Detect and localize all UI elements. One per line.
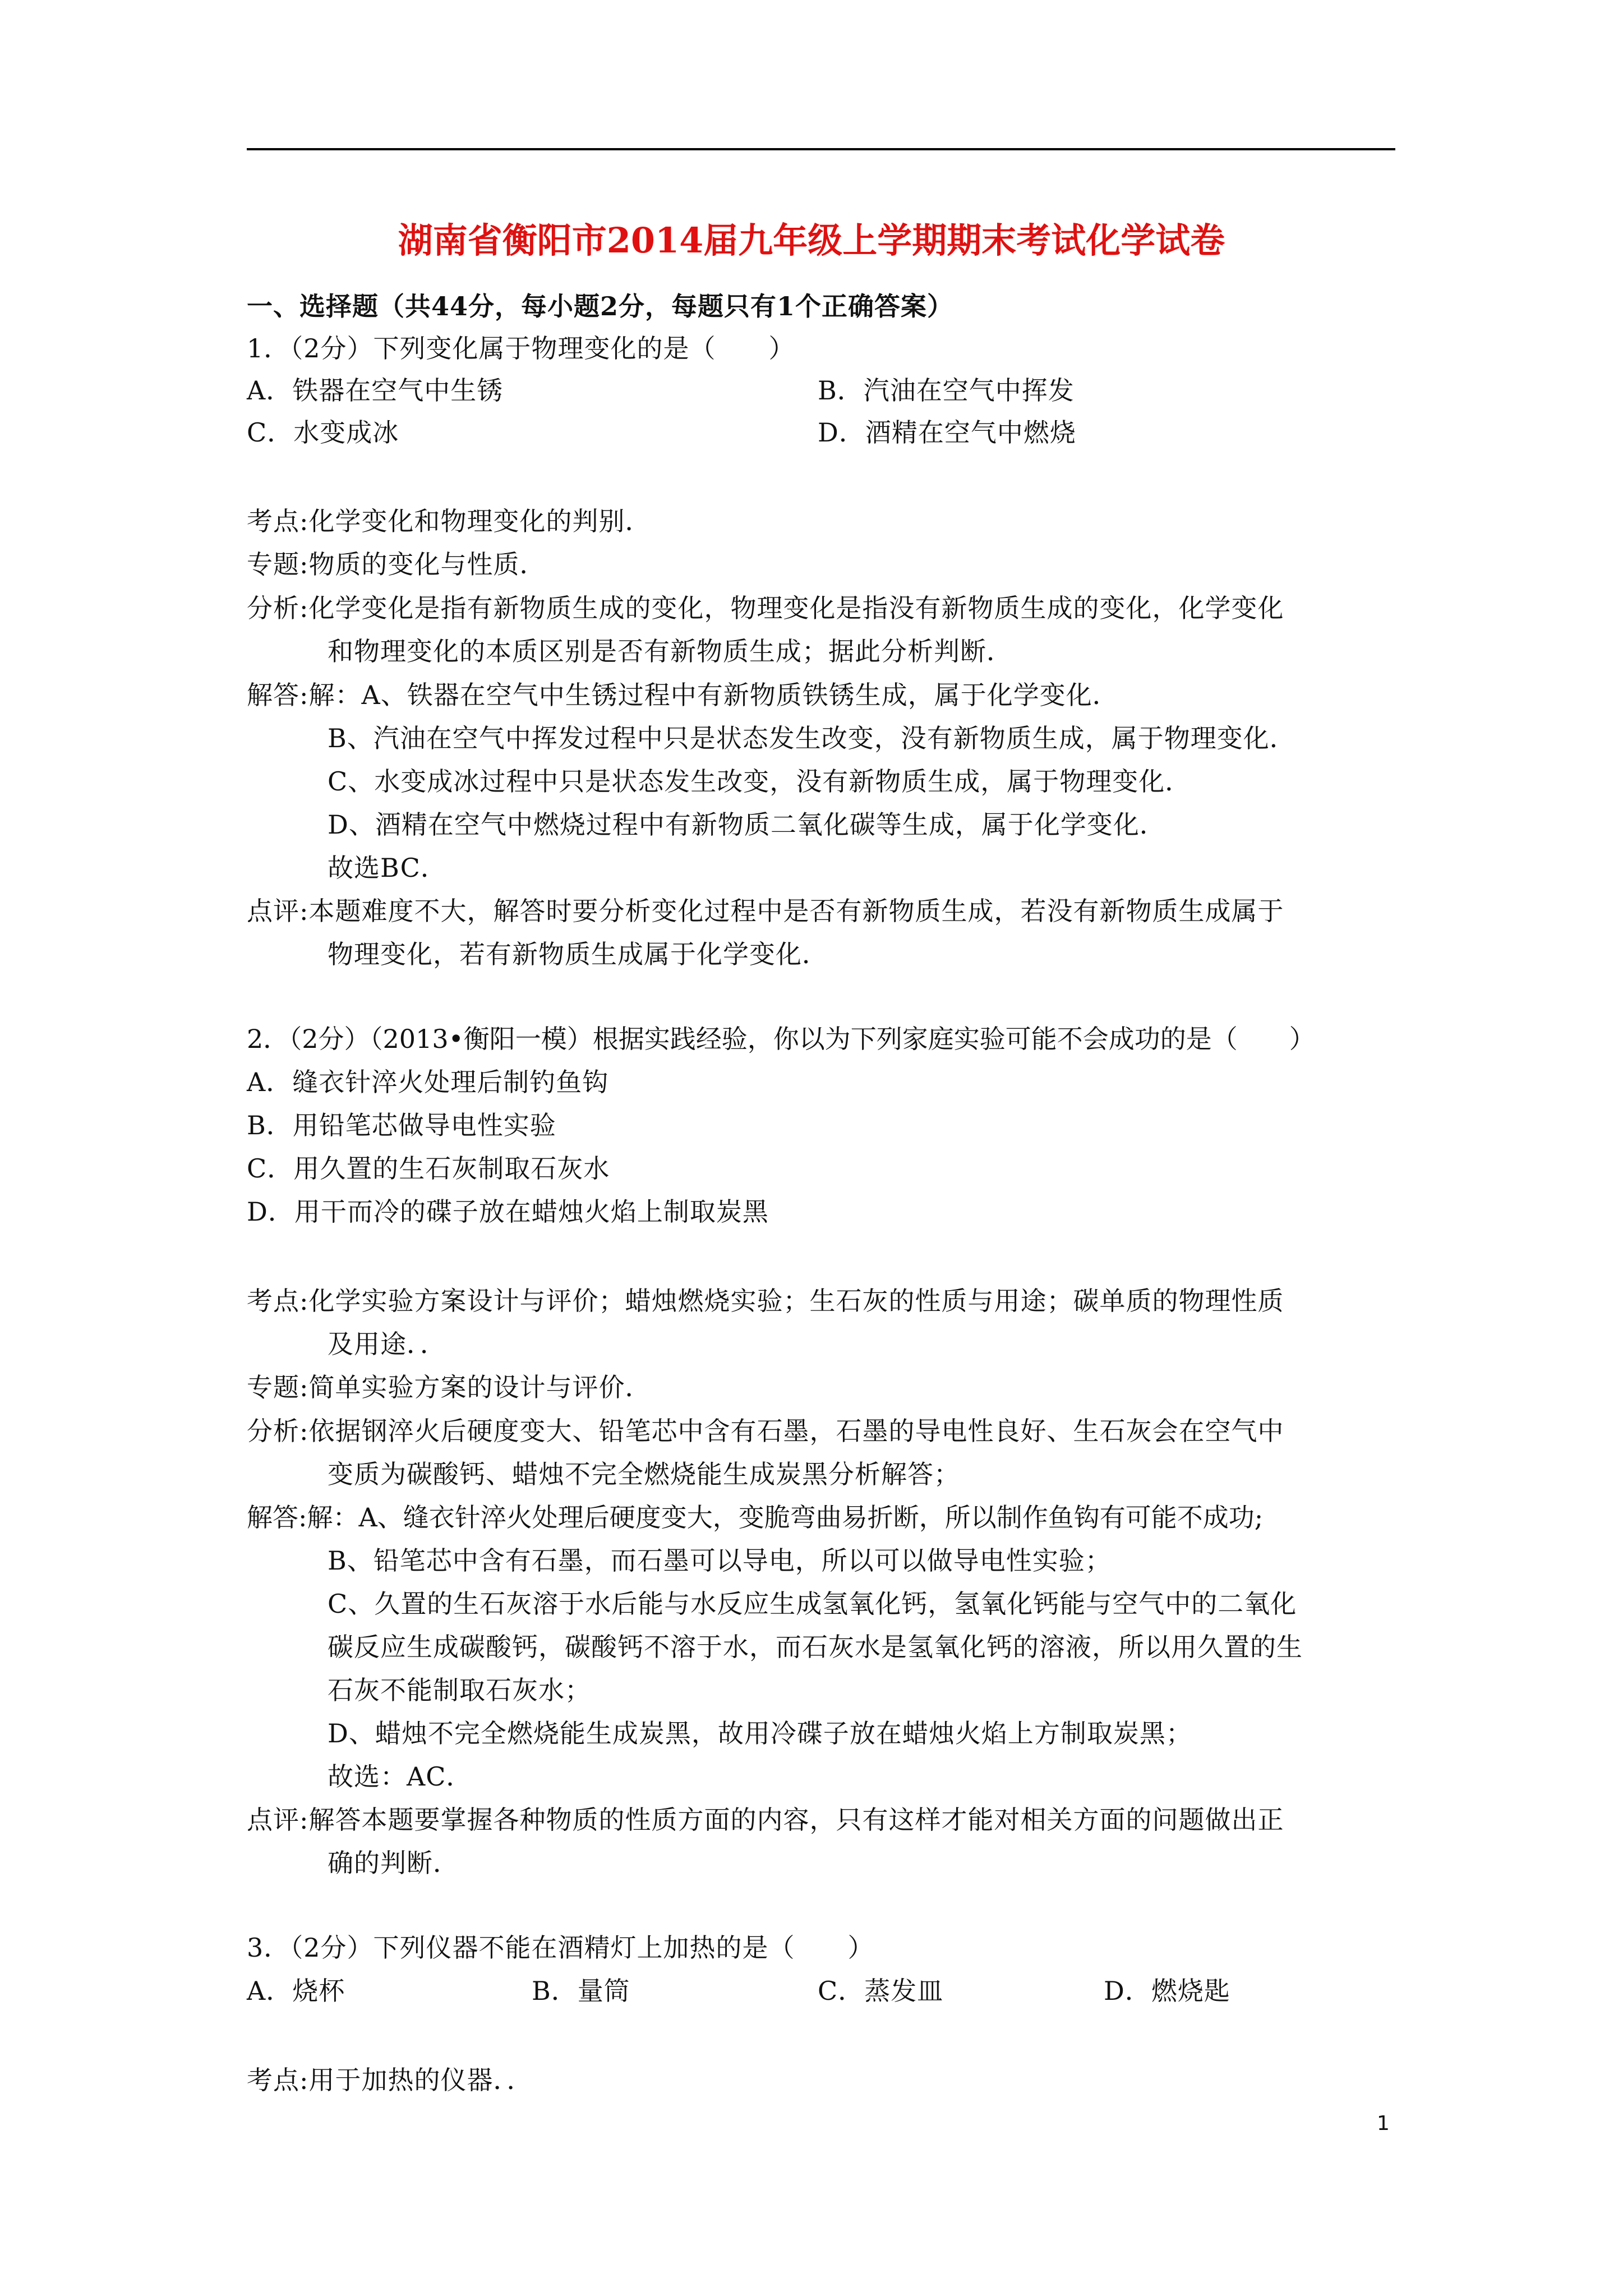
jieda-text: 碳反应生成碳酸钙，碳酸钙不溶于水，而石灰水是氢氧化钙的溶液，所以用久置的生 [328,1632,1303,1662]
jieda-text: D、蜡烛不完全燃烧能生成炭黑，故用冷碟子放在蜡烛火焰上方制取炭黑； [328,1718,1192,1749]
fenxi-row [247,591,1284,625]
dianping-text: 本题难度不大，解答时要分析变化过程中是否有新物质生成，若没有新物质生成属于 [308,896,1284,926]
option-a: A．烧杯 [247,1976,345,2006]
header-rule [247,148,1395,150]
option-d: D．燃烧匙 [1104,1976,1230,2006]
jieda-text: C、水变成冰过程中只是状态发生改变，没有新物质生成，属于物理变化． [328,766,1192,797]
dianping-label: 点评: [247,1805,309,1835]
kaodian-label: 考点: [247,2065,309,2095]
fenxi-text: 变质为碳酸钙、蜡烛不完全燃烧能生成炭黑分析解答； [328,1459,960,1489]
fenxi-text: 和物理变化的本质区别是否有新物质生成；据此分析判断． [328,636,1013,666]
zhuanti-row [247,547,546,581]
jieda-row [247,678,1119,712]
dianping-row [247,1803,1284,1837]
page-number: 1 [1377,2112,1390,2135]
option-b: B．量筒 [532,1976,630,2006]
jieda-text: 石灰不能制取石灰水； [328,1675,591,1705]
zhuanti-label: 专题: [247,1372,309,1402]
document-title: 湖南省衡阳市2014届九年级上学期期末考试化学试卷 [398,220,1225,261]
question-stem: 2．（2分）（2013•衡阳一模）根据实践经验，你以为下列家庭实验可能不会成功的是（ ） [247,1024,1315,1054]
dianping-row [247,894,1284,928]
kaodian-text: 用于加热的仪器．． [308,2065,533,2095]
option-c: C．水变成冰 [247,417,399,448]
jieda-text: B、铅笔芯中含有石墨，而石墨可以导电，所以可以做导电性实验； [328,1545,1112,1576]
dianping-text: 确的判断． [328,1848,459,1878]
zhuanti-label: 专题: [247,549,309,579]
fenxi-text: 化学变化是指有新物质生成的变化，物理变化是指没有新物质生成的变化，化学变化 [308,593,1284,623]
kaodian-row [247,504,652,538]
jieda-text: 解：A、缝衣针淬火处理后硬度变大，变脆弯曲易折断，所以制作鱼钩有可能不成功; [307,1502,1264,1533]
dianping-label: 点评: [247,896,309,926]
jieda-text: C、久置的生石灰溶于水后能与水反应生成氢氧化钙，氢氧化钙能与空气中的二氧化 [328,1589,1297,1619]
jieda-text: D、酒精在空气中燃烧过程中有新物质二氧化碳等生成，属于化学变化． [328,809,1166,840]
dianping-text: 解答本题要掌握各种物质的性质方面的内容，只有这样才能对相关方面的问题做出正 [308,1805,1284,1835]
kaodian-text: 化学实验方案设计与评价；蜡烛燃烧实验；生石灰的性质与用途；碳单质的物理性质 [308,1286,1284,1316]
zhuanti-row [247,1370,652,1404]
option-d: D．用干而冷的碟子放在蜡烛火焰上制取炭黑 [247,1197,769,1227]
fenxi-text: 依据钢淬火后硬度变大、铅笔芯中含有石墨，石墨的导电性良好、生石灰会在空气中 [308,1416,1284,1446]
question-stem: 3．（2分）下列仪器不能在酒精灯上加热的是（ ） [247,1932,874,1963]
question-stem: 1．（2分）下列变化属于物理变化的是（ ） [247,333,795,364]
fenxi-row [247,1414,1284,1448]
kaodian-row [247,1284,1284,1318]
option-b: B．汽油在空气中挥发 [818,375,1075,406]
jieda-row [247,1501,1263,1534]
kaodian-text: 及用途．． [328,1329,446,1359]
option-b: B．用铅笔芯做导电性实验 [247,1110,556,1140]
option-c: C．蒸发皿 [818,1976,944,2006]
option-a: A．缝衣针淬火处理后制钓鱼钩 [247,1067,609,1097]
answer-text: 故选：AC． [328,1761,473,1792]
section-heading: 一、选择题（共44分，每小题2分，每题只有1个正确答案） [247,291,954,321]
kaodian-text: 化学变化和物理变化的判别． [308,506,652,536]
jieda-label: 解答: [247,1502,307,1533]
fenxi-label: 分析: [247,593,309,623]
answer-text: 故选BC． [328,853,447,883]
kaodian-row [247,2063,533,2097]
option-d: D．酒精在空气中燃烧 [818,417,1076,448]
zhuanti-text: 简单实验方案的设计与评价． [308,1372,652,1402]
dianping-text: 物理变化，若有新物质生成属于化学变化． [328,939,828,969]
jieda-label: 解答: [247,680,309,710]
zhuanti-text: 物质的变化与性质． [308,549,546,579]
option-c: C．用久置的生石灰制取石灰水 [247,1153,610,1184]
kaodian-label: 考点: [247,506,309,536]
kaodian-label: 考点: [247,1286,309,1316]
fenxi-label: 分析: [247,1416,309,1446]
jieda-text: 解：A、铁器在空气中生锈过程中有新物质铁锈生成，属于化学变化． [308,680,1119,710]
jieda-text: B、汽油在空气中挥发过程中只是状态发生改变，没有新物质生成，属于物理变化． [328,723,1296,753]
option-a: A．铁器在空气中生锈 [247,375,504,406]
